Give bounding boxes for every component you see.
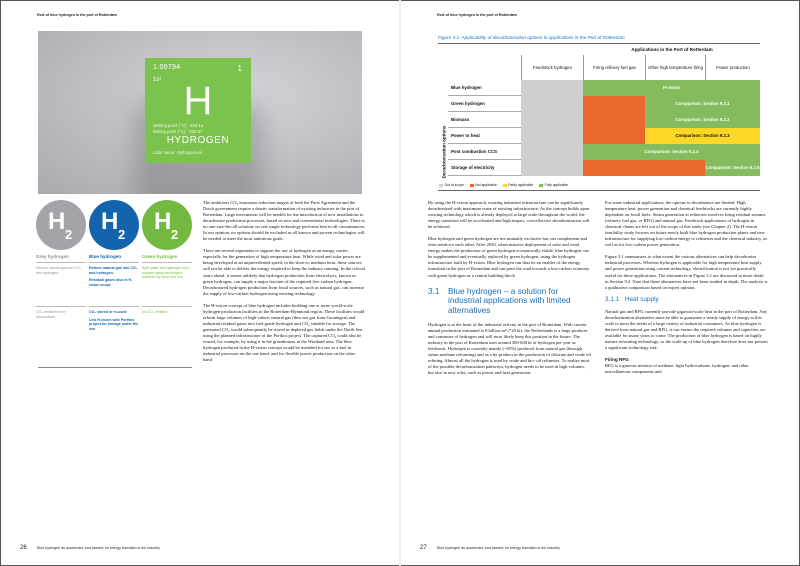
paragraph: There are several arguments to support the use of hydrogen as an energy carrier, especially for the generation of high temperature heat. While wind and solar power are being developed at an unprecedented speed, in the short-to medium term, these sources will not be able to deliver the energy required to keep the industry running. In the critical years ahead, it seems unlikely that hydrogen production from electrolysis, known as green hydrogen, can supply a major fraction of the required low-carbon hydrogen. Decarbonized hydrogen production from fossil sources, such as natural gas, can increase the supply of low-carbon hydrogen using existing technology. (203, 248, 365, 296)
co2-text: CO₂ stored or re-used (89, 310, 127, 314)
section-heading (428, 287, 591, 316)
paragraph: The ambitious CO₂ emissions reduction targets of both the Paris Agreement and the Dutch government require a drastic transformation of existing industries in the port of Rotterdam. Large investments will be needed for the introduction of new installations to decarbonize production processes, based on new and conventional technologies. There is no one-size-fits-all solution; no one single technology performs best in all circumstances. In our opinion, no options should be excluded as all known and proven technologies will be needed to meet the most ambitious goals. (203, 200, 366, 242)
grey-h2-icon (36, 200, 86, 250)
divider (438, 43, 760, 44)
green-h2-icon (142, 200, 192, 250)
h2-symbol: H (154, 208, 172, 235)
row-label: Biomass (451, 117, 470, 122)
co2-text: CO₂ emitted in the atmosphere. (36, 310, 66, 319)
description-text: Reform natural gas into CO₂ and hydrogen. (36, 266, 82, 275)
cell-fully-applicable: Comparison: Section 9.2.5 (705, 160, 760, 176)
element-symbol: H (183, 79, 213, 123)
h2-symbol: H (48, 208, 66, 235)
cell-out-of-scope (521, 96, 583, 112)
paragraph: Blue hydrogen and green hydrogen are not mutually exclusive but can complement and even reinforce each other. After 2030, when massive deployment of solar and wind energy makes the production of green hydrogen economically viable, blue hydrogen can be supplemented and eventually replaced by green hydrogen, using the hydrogen infrastructure built by H-vision. Blue hydrogen can thus be an enabler of the energy transition in the port of Rotterdam and can pave the road towards a low-carbon economy with green hydrogen as a central building block. (428, 236, 590, 278)
legend-swatch (470, 184, 474, 187)
column-description (36, 263, 86, 307)
body-text-column (605, 200, 768, 381)
footer-title: Blue hydrogen as accelerator and pioneer for energy transition in the industry (37, 546, 160, 550)
column-label: Grey hydrogen (36, 254, 86, 263)
legend-item (539, 183, 568, 187)
body-text-column (203, 200, 366, 369)
subheading: Firing RFG (605, 357, 629, 363)
page-number: 26 (20, 545, 27, 551)
h2-subscript: 2 (65, 227, 73, 242)
cell-fully-applicable: Comparison: Section 9.2.2 (645, 112, 760, 128)
legend-item (470, 183, 497, 187)
hero-image-hydrogen-cube (38, 31, 362, 194)
column-co2 (89, 307, 139, 331)
row-label: Storage of electricity (451, 165, 495, 170)
cell-partly-applicable: Comparison: Section 9.2.3 (645, 128, 760, 144)
column-header: Firing refinery fuel gas (583, 55, 645, 80)
column-label: Green hydrogen (142, 254, 192, 263)
electron-config: 1s¹ (153, 77, 162, 83)
applications-title: Applications in the Port of Rotterdam (631, 47, 713, 52)
section-title: Blue hydrogen – a solution for industrial applications with limited alternatives (448, 285, 571, 316)
legend-item (503, 183, 533, 187)
paragraph: Hydrogen is at the heart of the industrial activity in the port of Rotterdam. With current annual production estimated at 8 billion m³ (720 kt), the Netherlands is a large producer and consumer of hydrogen and will most likely keep this position in the future. The industry in the port of Rotterdam uses around 300-600 kt of hydrogen per year as feedstock. Hydrogen is currently mainly (~85%) produced from natural gas (through steam methane reforming) and as a by-product in the production of chlorine and crude oil refining. Almost all the hydrogen is used by crude and bio- oil refineries. To realize most of the possible decarbonization pathways, hydrogen needs to be used in high volumes, but also in new roles, such as power and heat generation. (428, 321, 591, 376)
column-header: Power production (705, 55, 760, 80)
column-description (89, 263, 139, 307)
page-footer (20, 545, 160, 551)
row-label: Power to heat (451, 133, 480, 138)
legend-label: Partly applicable (508, 183, 534, 187)
cell-not-applicable (583, 128, 645, 144)
description-text: Split water into hydrogen and oxygen using electrolysis powered by wind and sun (142, 266, 189, 280)
matrix-row (448, 96, 760, 112)
page-footer (420, 545, 560, 551)
cell-fully-applicable: Comparison: Section 9.2.1 (645, 96, 760, 112)
divider (438, 190, 760, 191)
legend-label: Fully applicable (544, 183, 568, 187)
boiling-point: Boiling point (°C): -252.87 (153, 129, 203, 134)
body-text-column (428, 200, 591, 382)
latin-name: Latin name: Hydrogenium (153, 150, 203, 155)
description-text: Residual gases also in H-vision scope (89, 278, 133, 287)
row-label: Green hydrogen (451, 101, 485, 106)
column-header: Feedstock hydrogen (521, 55, 583, 80)
figure-caption: Figure 3.1: Applicability of decarbonisation options to applications in the Port of Rotterdam (438, 35, 625, 40)
legend-label: Out of scope (444, 183, 464, 187)
row-label: Post combustion CCS (451, 149, 498, 154)
h2-symbol: H (101, 208, 119, 235)
paragraph: The H-vision concept of blue hydrogen includes building one or more world-scale hydrogen production facilities in the Rotterdam-Rijnmond region. These facilities would reform large volumes of high-caloric natural gas (thus not gas from Groningen) and industrial residual gases into fuel-grade hydrogen and CO₂ suitable for storage. The generated CO₂ would subsequently be stored in depleted gas fields under the North Sea using the planned infrastructure of the Porthos project. The captured CO₂ could also be reused, for example, by using it in the greenhouses in the Westland area. The blue hydrogen produced in the H-vision concept would be intended for use as a fuel in industrial processes on the one hand, and for flexible power production on the other hand. (203, 302, 365, 363)
subsection-title: Heat supply (625, 295, 659, 303)
column-co2 (36, 307, 86, 319)
legend-swatch (503, 184, 507, 187)
melting-point: Melting point (°C): -259.14 (153, 123, 204, 128)
green-hydrogen-column (142, 254, 192, 331)
paragraph: For some industrial applications, the options to decarbonize are limited. High temperature heat, power generation and chemical feedstocks are currently highly dependent on fossil fuels. Steam generation at refineries involves firing residual streams (refinery fuel gas, or RFG) and natural gas. Feedstock applications of hydrogen in chemical chains are left out of the scope of this study (see Chapter 2). The H-vision feasibility study focuses on future newly built blue hydrogen production plants and new infrastructure for supplying low-carbon energy to refineries and the chemical industry, as well as for low-carbon power generation. (605, 200, 767, 248)
column-label: Blue hydrogen (89, 254, 139, 263)
blue-h2-icon (89, 200, 139, 250)
page-number: 27 (420, 545, 427, 551)
hydrogen-types-infographic (36, 200, 192, 331)
matrix-row (448, 160, 760, 176)
matrix-row (448, 80, 760, 96)
h2-subscript: 2 (171, 227, 179, 242)
co2-text: Link H-vision with Porthos project for storage under the sea (89, 317, 139, 331)
legend-swatch (439, 184, 443, 187)
cell-out-of-scope (521, 128, 583, 144)
paragraph: Natural gas and RFG currently provide gigawatt-scale heat in the port of Rotterdam. Any decarbonization alternative must be able to guarantee a steady supply of energy at this scale to meet the needs of a large variety of industrial consumers. As blue hydrogen is derived from natural gas and RFG, it can ensure the required volumes and capacities are available for many years to come. The production of blue hydrogen is based on highly mature reforming technology, so the scale-up of blue hydrogen therefore does not present a significant technology risk. (605, 308, 768, 350)
running-head: Role of blue hydrogen in the port of Rotterdam (437, 13, 517, 17)
subsection-heading (605, 297, 768, 303)
column-header: Other high temperature firing (645, 55, 705, 80)
running-head: Role of blue hydrogen in the port of Rotterdam (37, 13, 117, 17)
column-co2 (142, 307, 192, 315)
atomic-mass: 1.00794 (153, 64, 181, 71)
matrix-row (448, 144, 760, 160)
cell-not-applicable (583, 96, 645, 112)
footer-title: Blue hydrogen as accelerator and pioneer for energy transition in the industry (437, 546, 560, 550)
cell-out-of-scope (521, 144, 583, 160)
blue-hydrogen-column (89, 254, 139, 331)
row-label: Blue hydrogen (451, 85, 482, 90)
grey-hydrogen-column (36, 254, 86, 331)
matrix-row (448, 112, 760, 128)
atomic-number: 1 (237, 64, 242, 73)
cell-out-of-scope (521, 160, 583, 176)
divider (38, 367, 192, 368)
cell-fully-applicable: H-vision (583, 80, 760, 96)
figure-legend (439, 183, 568, 187)
column-description (142, 263, 192, 307)
cell-out-of-scope (521, 80, 583, 96)
cell-fully-applicable: Comparison: Section 9.2.4 (583, 144, 760, 160)
legend-label: Not applicable (475, 183, 497, 187)
cell-not-applicable (583, 112, 645, 128)
paragraph: Figure 3.1 summarizes to what extent the various alternatives can help decarbonize industrial processes. Whereas hydrogen is applicable for high temperature heat supply and power generation using current technology, electrification is not yet practically useful for these applications. The alternatives in Figure 3.1 are discussed in more detail in Section 9.2. Note that these alternatives have not been studied in depth. The analysis is a qualitative comparison based on expert opinion. (605, 254, 768, 290)
section-number: 3.1 (428, 285, 440, 296)
co2-text: No CO₂ emitted (142, 310, 168, 314)
h2-subscript: 2 (118, 227, 126, 242)
description-text: Reform natural gas into CO₂ and hydrogen. (89, 266, 138, 275)
legend-swatch (539, 184, 543, 187)
matrix-row (448, 128, 760, 144)
subsection-number: 3.1.1 (605, 295, 620, 303)
cell-not-applicable (583, 160, 705, 176)
hydrogen-element-cube (145, 58, 251, 163)
legend-item (439, 183, 464, 187)
y-axis-text: Decarbonisation options (441, 125, 447, 178)
paragraph: By using the H-vision approach, existing industrial infrastructure can be significantly decarbonized with maximum reuse of existing infrastructure. As the concept builds upon existing technology which is already deployed at large scale throughout the world, the energy transition will be accelerated and high impact, cost-effective decarbonization will be achieved. (428, 200, 590, 230)
element-name: HYDROGEN (166, 135, 230, 146)
cell-out-of-scope (521, 112, 583, 128)
paragraph: RFG is a gaseous mixture of methane, light hydrocarbons, hydrogen, and other miscellaneous components and (605, 363, 749, 375)
